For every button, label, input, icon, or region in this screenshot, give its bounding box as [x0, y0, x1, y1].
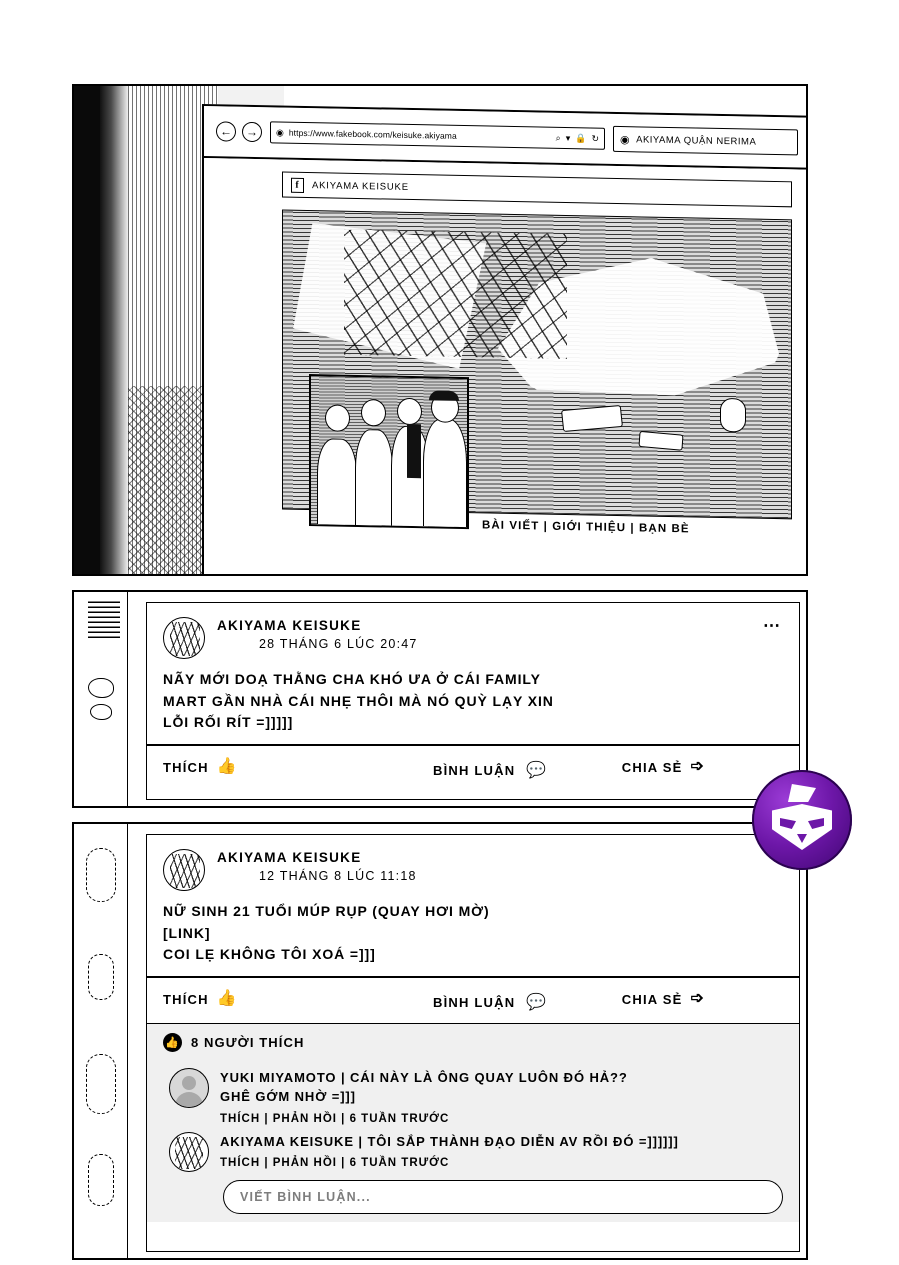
share-label: CHIA SẺ — [621, 759, 683, 775]
post-body-line: COI LẸ KHÔNG TÔI XOÁ =]]] — [163, 946, 376, 963]
post-body-line: LỖI RỐI RÍT =]]]]] — [163, 714, 294, 731]
dropdown-caret-icon[interactable]: ▾ — [565, 132, 571, 143]
post-body — [147, 895, 799, 976]
post-author[interactable]: AKIYAMA KEISUKE — [217, 618, 362, 633]
lock-icon: 🔒 — [575, 132, 587, 143]
cover-detail-3 — [720, 398, 746, 432]
left-art-blob-2 — [90, 704, 112, 720]
search-icon[interactable]: ⌕ — [555, 132, 561, 143]
post-body-line: MART GẦN NHÀ CÁI NHẸ THÔI MÀ NÓ QUỲ LẠY XIN — [163, 692, 554, 709]
reload-icon[interactable]: ↻ — [591, 132, 599, 144]
comment-meta[interactable]: THÍCH | PHẢN HỒI | 6 TUẦN TRƯỚC — [220, 1157, 450, 1170]
watermark-mask-shape — [772, 804, 832, 850]
likes-count-text: 8 NGƯỜI THÍCH — [191, 1034, 305, 1050]
list-item — [147, 1125, 799, 1172]
post-actions — [147, 978, 799, 1023]
cover-detail-1 — [561, 405, 623, 432]
post-header — [147, 603, 799, 663]
share-label: CHIA SẺ — [621, 991, 683, 1007]
left-art-blob-1 — [88, 678, 114, 698]
share-button[interactable] — [622, 759, 783, 775]
panel-post-2 — [72, 822, 808, 1260]
comment-input[interactable] — [223, 1180, 783, 1214]
default-avatar-icon[interactable] — [169, 1068, 209, 1108]
panel-left-artwork — [74, 592, 128, 806]
post-timestamp: 12 THÁNG 8 LÚC 11:18 — [259, 869, 417, 884]
photo-head-3 — [397, 398, 422, 425]
avatar-head-shape — [182, 1076, 196, 1090]
left-art-shape-4 — [88, 1154, 114, 1206]
photo-person-1 — [317, 438, 357, 525]
ellipsis-icon[interactable]: ⋯ — [763, 616, 783, 635]
left-art-shape-3 — [86, 1054, 116, 1114]
post-body-link[interactable]: [LINK] — [163, 924, 211, 941]
post-actions — [147, 746, 799, 791]
cover-detail-2 — [638, 430, 683, 450]
comment-list — [147, 1061, 799, 1222]
browser-window — [202, 104, 808, 576]
url-text: https://www.fakebook.com/keisuke.akiyama — [288, 127, 457, 141]
likes-summary[interactable] — [147, 1023, 799, 1061]
comment-text: AKIYAMA KEISUKE | TÔI SẮP THÀNH ĐẠO DIỄN AV RỒI ĐÓ =]]]]]] — [220, 1133, 679, 1149]
photo-dark-tie — [407, 424, 421, 478]
post-body-line: NỮ SINH 21 TUỔI MÚP RỤP (QUAY HƠI MỜ) — [163, 903, 490, 919]
photo-head-2 — [361, 399, 386, 426]
globe-icon: ◉ — [276, 126, 284, 138]
like-button[interactable] — [163, 991, 411, 1007]
left-art-shape-2 — [88, 954, 114, 1000]
akiyama-avatar-icon[interactable] — [169, 1132, 209, 1172]
comment-meta[interactable]: THÍCH | PHẢN HỒI | 6 TUẦN TRƯỚC — [220, 1112, 450, 1125]
fox-mask-watermark — [752, 770, 852, 870]
avatar-body-shape — [175, 1092, 203, 1108]
post-timestamp: 28 THÁNG 6 LÚC 20:47 — [259, 637, 418, 652]
left-art-shape-1 — [86, 848, 116, 902]
watermark-crest — [788, 784, 816, 802]
browser-viewport — [204, 158, 808, 576]
comment-button[interactable] — [411, 988, 622, 1011]
back-arrow-icon[interactable]: ← — [216, 121, 236, 141]
post-card — [146, 834, 800, 1252]
comment-button[interactable] — [411, 756, 622, 779]
panel-gradient-strip — [100, 86, 128, 574]
site-header — [282, 172, 792, 208]
thumbs-up-badge-icon: 👍 — [163, 1033, 182, 1052]
speech-bubble-icon: 💬 — [526, 993, 548, 1011]
panel-shadow-strip — [74, 86, 100, 574]
list-item — [147, 1061, 799, 1125]
panel-post-1 — [72, 590, 808, 808]
thumbs-up-icon: 👍 — [216, 758, 238, 776]
post-body-line: NÃY MỚI DOẠ THẰNG CHA KHÓ ƯA Ở CÁI FAMILY — [163, 671, 541, 687]
post-card — [146, 602, 800, 800]
forward-arrow-icon[interactable]: → — [242, 122, 262, 142]
speech-bubble-icon: 💬 — [526, 761, 548, 779]
avatar[interactable] — [163, 849, 205, 891]
address-bar[interactable] — [270, 121, 605, 149]
comment-text-line2: GHÊ GỚM NHỜ =]]] — [220, 1089, 356, 1105]
tab-favicon-icon: ◉ — [620, 133, 631, 146]
like-button[interactable] — [163, 759, 411, 775]
photo-dark-hair — [429, 390, 459, 401]
avatar[interactable] — [163, 617, 205, 659]
post-body — [147, 663, 799, 744]
tab-title: AKIYAMA QUẬN NERIMA — [636, 133, 757, 148]
panel-browser-screen — [72, 84, 808, 576]
profile-nav[interactable]: BÀI VIẾT | GIỚI THIỆU | BẠN BÈ — [482, 519, 690, 536]
share-arrow-icon: ➩ — [690, 758, 706, 776]
post-author[interactable]: AKIYAMA KEISUKE — [217, 850, 362, 865]
post-header — [147, 835, 799, 895]
photo-person-4 — [423, 418, 467, 527]
browser-tab[interactable] — [613, 126, 798, 156]
comment-label: BÌNH LUẬN — [433, 763, 516, 779]
left-art-lines — [88, 598, 120, 638]
like-label: THÍCH — [163, 991, 209, 1007]
cover-branches — [344, 230, 568, 359]
comment-text: YUKI MIYAMOTO | CÁI NÀY LÀ ÔNG QUAY LUÔN ĐÓ HẢ?? — [220, 1069, 628, 1085]
like-label: THÍCH — [163, 759, 209, 775]
page-title: AKIYAMA KEISUKE — [312, 179, 409, 193]
panel-left-artwork — [74, 824, 128, 1258]
share-button[interactable] — [622, 991, 783, 1007]
comment-label: BÌNH LUẬN — [433, 995, 516, 1011]
share-arrow-icon: ➩ — [690, 990, 706, 1008]
thumbs-up-icon: 👍 — [216, 990, 238, 1008]
fakebook-logo-icon: f — [291, 177, 304, 192]
photo-head-1 — [325, 404, 350, 431]
comment-input-placeholder: VIẾT BÌNH LUẬN... — [240, 1189, 371, 1204]
profile-photo — [309, 374, 469, 529]
photo-person-2 — [355, 429, 393, 526]
